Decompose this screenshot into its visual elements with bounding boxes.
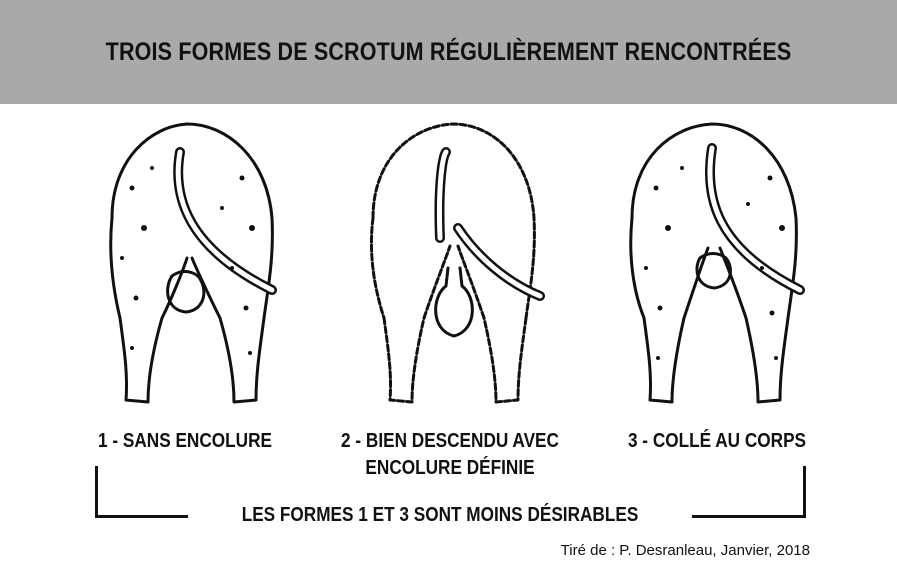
bull-figure-2 bbox=[358, 118, 548, 418]
caption-figure-3-line1: 3 - COLLÉ AU CORPS bbox=[627, 430, 807, 452]
bull-figure-3 bbox=[620, 118, 810, 418]
caption-figure-1-line1: 1 - SANS ENCOLURE bbox=[98, 430, 272, 452]
bull-rear-illustration-2 bbox=[358, 118, 548, 418]
bottom-note: LES FORMES 1 ET 3 SONT MOINS DÉSIRABLES bbox=[241, 504, 639, 526]
bull-rear-illustration-3 bbox=[620, 118, 810, 418]
source-credit: Tiré de : P. Desranleau, Janvier, 2018 bbox=[560, 542, 810, 559]
caption-figure-2-line1: 2 - BIEN DESCENDU AVEC bbox=[341, 430, 559, 452]
header-banner bbox=[0, 0, 897, 104]
bull-rear-illustration-1 bbox=[92, 118, 282, 418]
caption-figure-1 bbox=[86, 428, 284, 455]
bracket-left bbox=[95, 466, 188, 518]
bracket-right bbox=[692, 466, 806, 518]
bull-figure-1 bbox=[92, 118, 282, 418]
caption-figure-3 bbox=[618, 428, 816, 455]
page-title: TROIS FORMES DE SCROTUM RÉGULIÈREMENT RENCONTRÉES bbox=[105, 38, 792, 66]
caption-figure-2 bbox=[334, 428, 566, 482]
caption-figure-2-line2: ENCOLURE DÉFINIE bbox=[365, 457, 535, 479]
